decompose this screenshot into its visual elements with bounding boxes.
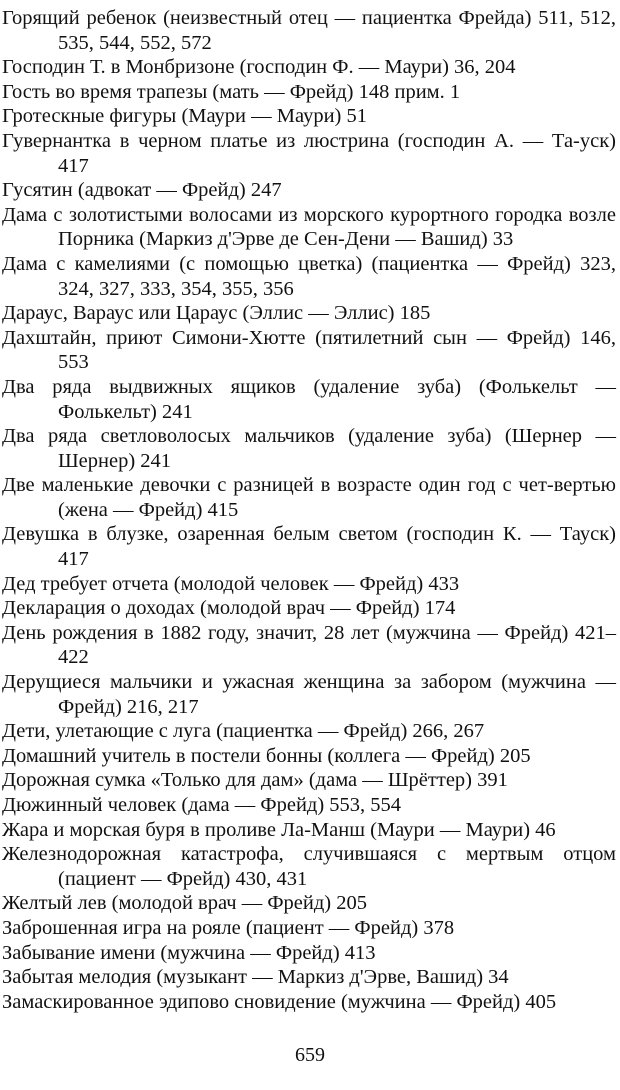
dream-index-list [2, 6, 616, 1014]
index-entry: Гусятин (адвокат — Фрейд) 247 [2, 179, 282, 202]
index-entry: Гость во время трапезы (мать — Фрейд) 148 прим. 1 [2, 80, 461, 103]
index-entry: Забытая мелодия (музыкант — Маркиз д'Эрве, Вашид) 34 [2, 966, 509, 989]
index-entry: Дед требует отчета (молодой человек — Фрейд) 433 [2, 572, 460, 595]
index-entry: Дюжинный человек (дама — Фрейд) 553, 554 [2, 794, 402, 816]
index-entry: Две маленькие девочки с разницей в возрасте один год с чет-вертью (жена — Фрейд) 415 [2, 474, 616, 521]
index-entry: Забывание имени (мужчина — Фрейд) 413 [2, 941, 376, 964]
index-entry: День рождения в 1882 году, значит, 28 лет (мужчина — Фрейд) 421–422 [2, 621, 616, 669]
index-entry: Декларация о доходах (молодой врач — Фрейд) 174 [2, 597, 456, 620]
index-entry: Дама с камелиями (с помощью цветка) (пациентка — Фрейд) 323, 324, 327, 333, 354, 355, 356 [2, 252, 616, 300]
index-entry: Дараус, Вараус или Цараус (Эллис — Эллис) 185 [2, 302, 431, 325]
index-entry: Гувернантка в черном платье из люстрина (господин А. — Та-уск) 417 [2, 129, 616, 177]
index-entry: Гротескные фигуры (Маури — Маури) 51 [2, 105, 367, 128]
index-entry: Два ряда светловолосых мальчиков (удаление зуба) (Шернер — Шернер) 241 [2, 425, 616, 472]
page-number: 659 [295, 1044, 325, 1066]
index-entry: Замаскированное эдипово сновидение (мужчина — Фрейд) 405 [2, 990, 557, 1013]
index-entry: Заброшенная игра на рояле (пациент — Фрейд) 378 [2, 916, 455, 939]
index-entry: Домашний учитель в постели бонны (коллега — Фрейд) 205 [2, 744, 531, 767]
index-entry: Жара и морская буря в проливе Ла-Манш (Маури — Маури) 46 [2, 818, 556, 841]
index-entry: Дерущиеся мальчики и ужасная женщина за забором (мужчина — Фрейд) 216, 217 [2, 671, 616, 718]
index-entry: Горящий ребенок (неизвестный отец — пациентка Фрейда) 511, 512, 535, 544, 552, 572 [2, 7, 616, 54]
index-entry: Девушка в блузке, озаренная белым светом (господин К. — Тауск) 417 [2, 523, 616, 571]
index-entry: Дама с золотистыми волосами из морского курортного городка возле Порника (Маркиз д'Эрве де Сен-Дени — Вашид) 33 [2, 203, 616, 251]
index-entry: Дахштайн, приют Симони-Хютте (пятилетний сын — Фрейд) 146, 553 [2, 326, 616, 374]
index-entry: Господин Т. в Монбризоне (господин Ф. — Маури) 36, 204 [2, 56, 516, 79]
index-entry: Железнодорожная катастрофа, случившаяся с мертвым отцом (пациент — Фрейд) 430, 431 [2, 843, 616, 890]
index-entry: Дорожная сумка «Только для дам» (дама — Шрёттер) 391 [2, 769, 508, 792]
index-entry: Дети, улетающие с луга (пациентка — Фрейд) 266, 267 [2, 720, 485, 743]
index-entry: Желтый лев (молодой врач — Фрейд) 205 [2, 892, 367, 915]
index-entry: Два ряда выдвижных ящиков (удаление зуба) (Фолькельт — Фолькельт) 241 [2, 375, 616, 423]
